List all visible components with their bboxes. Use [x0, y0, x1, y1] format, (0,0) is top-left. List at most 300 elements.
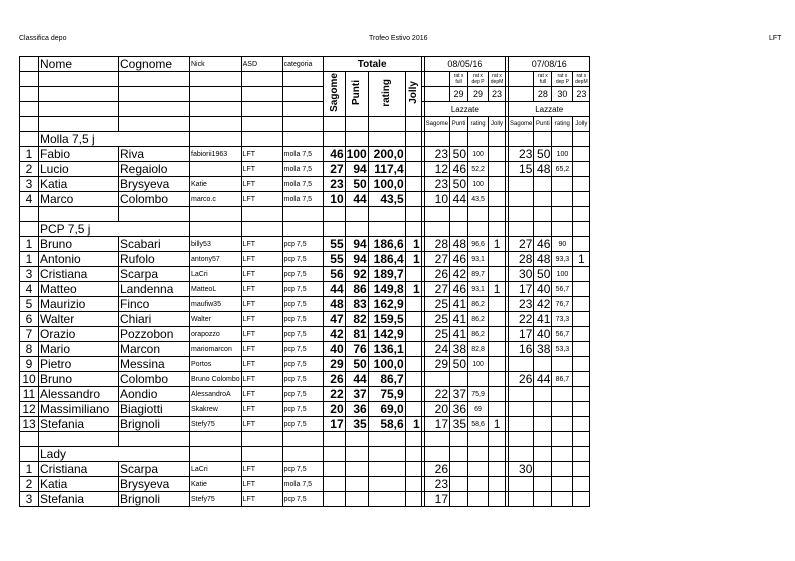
blank	[282, 447, 323, 462]
e2-rating	[552, 192, 573, 207]
e2-sagome	[509, 417, 534, 432]
e1-sagome: 23	[424, 177, 449, 192]
sub-header: rating	[468, 117, 489, 132]
e1-sagome: 27	[424, 282, 449, 297]
blank	[241, 72, 282, 87]
e2-jolly	[573, 387, 590, 402]
total-punti: 50	[345, 177, 368, 192]
e2-rating	[552, 177, 573, 192]
total-punti: 82	[345, 312, 368, 327]
position: 9	[20, 357, 39, 372]
ratx-blank	[509, 72, 534, 87]
blank	[345, 207, 368, 222]
last-name: Landenna	[119, 282, 190, 297]
e2-rating: 100	[552, 147, 573, 162]
e1-jolly	[489, 252, 506, 267]
blank	[345, 447, 368, 462]
first-name: Katia	[39, 177, 119, 192]
total-rating: 86,7	[368, 372, 405, 387]
blank	[119, 102, 190, 117]
total-sagome	[323, 492, 345, 507]
e1-punti: 41	[450, 312, 468, 327]
e1-rating	[468, 477, 489, 492]
e1-jolly	[489, 267, 506, 282]
asd: LFT	[241, 492, 282, 507]
blank	[190, 432, 242, 447]
position: 2	[20, 162, 39, 177]
asd: LFT	[241, 477, 282, 492]
e1-punti	[450, 372, 468, 387]
total-rating: 69,0	[368, 402, 405, 417]
table-row	[20, 267, 590, 282]
blank	[241, 432, 282, 447]
blank	[241, 222, 282, 237]
total-jolly	[405, 402, 421, 417]
e1-rating: 43,5	[468, 192, 489, 207]
e1-punti: 46	[450, 252, 468, 267]
blank	[450, 447, 468, 462]
blank	[190, 117, 242, 132]
e1-sagome: 25	[424, 312, 449, 327]
e1-jolly	[489, 342, 506, 357]
sub-header: Punti	[450, 117, 468, 132]
e2-sagome: 23	[509, 297, 534, 312]
blank	[119, 87, 190, 102]
e1-rating: 93,1	[468, 282, 489, 297]
blank	[552, 432, 573, 447]
blank	[468, 222, 489, 237]
total-punti: 44	[345, 372, 368, 387]
e1-sagome: 29	[424, 357, 449, 372]
last-name: Brignoli	[119, 492, 190, 507]
e2-sagome: 23	[509, 147, 534, 162]
position: 4	[20, 282, 39, 297]
section-header	[20, 132, 590, 147]
last-name: Chiari	[119, 312, 190, 327]
e1-rating: 93,1	[468, 252, 489, 267]
nickname: antony57	[190, 252, 242, 267]
e2-jolly	[573, 477, 590, 492]
blank	[119, 207, 190, 222]
blank	[368, 447, 405, 462]
e1-rating	[468, 462, 489, 477]
blank	[39, 72, 119, 87]
category: molla 7,5	[282, 162, 323, 177]
e1-jolly	[489, 312, 506, 327]
e1-punti: 35	[450, 417, 468, 432]
table-row	[20, 417, 590, 432]
e1-sagome: 12	[424, 162, 449, 177]
asd: LFT	[241, 252, 282, 267]
total-sagome: 23	[323, 177, 345, 192]
total-rating: 200,0	[368, 147, 405, 162]
ratx-val2: 30	[552, 87, 573, 102]
blank	[20, 447, 39, 462]
e2-sagome: 15	[509, 162, 534, 177]
e1-jolly	[489, 327, 506, 342]
total-rating: 189,7	[368, 267, 405, 282]
asd: LFT	[241, 387, 282, 402]
asd: LFT	[241, 267, 282, 282]
total-sagome	[323, 462, 345, 477]
table-row	[20, 372, 590, 387]
event1-date: 08/05/16	[424, 57, 505, 72]
total-rating	[368, 462, 405, 477]
blank	[405, 132, 421, 147]
table-row	[20, 312, 590, 327]
total-jolly	[405, 357, 421, 372]
blank	[20, 117, 39, 132]
nickname: Stefy75	[190, 492, 242, 507]
total-jolly	[405, 147, 421, 162]
total-sagome: 55	[323, 237, 345, 252]
event1-venue: Lazzate	[424, 102, 505, 117]
e1-sagome	[424, 372, 449, 387]
e2-jolly	[573, 327, 590, 342]
asd: LFT	[241, 177, 282, 192]
blank	[368, 222, 405, 237]
e2-jolly	[573, 177, 590, 192]
nickname: AlessandroA	[190, 387, 242, 402]
last-name: Scarpa	[119, 267, 190, 282]
e1-jolly	[489, 177, 506, 192]
last-name: Regaiolo	[119, 162, 190, 177]
e1-rating: 58,6	[468, 417, 489, 432]
subheader-row	[20, 117, 590, 132]
blank	[323, 117, 345, 132]
table-row	[20, 192, 590, 207]
e2-rating: 86,7	[552, 372, 573, 387]
categoria-header: categoria	[282, 57, 323, 72]
e2-sagome	[509, 477, 534, 492]
total-punti: 100	[346, 147, 367, 161]
position: 12	[20, 402, 39, 417]
e2-punti	[534, 357, 552, 372]
total-sagome	[323, 477, 345, 492]
e1-jolly	[489, 477, 506, 492]
blank	[323, 447, 345, 462]
total-punti: 81	[345, 327, 368, 342]
e1-sagome: 27	[424, 252, 449, 267]
blank	[241, 102, 282, 117]
last-name: Biagiotti	[119, 402, 190, 417]
blank	[534, 432, 552, 447]
e2-punti: 48	[534, 162, 552, 177]
e1-rating	[468, 372, 489, 387]
header-row	[20, 57, 590, 72]
total-punti	[345, 492, 368, 507]
blank	[405, 222, 421, 237]
e1-rating: 82,8	[468, 342, 489, 357]
e2-sagome: 22	[509, 312, 534, 327]
nome-header: Nome	[39, 57, 119, 72]
blank	[282, 72, 323, 87]
category: pcp 7,5	[282, 402, 323, 417]
total-rating: 149,8	[368, 282, 405, 297]
blank	[573, 207, 590, 222]
table-row	[20, 297, 590, 312]
blank	[282, 432, 323, 447]
ratx-val2: 29	[468, 87, 489, 102]
e2-sagome: 30	[509, 267, 534, 282]
table-row	[20, 177, 590, 192]
category: pcp 7,5	[282, 327, 323, 342]
e2-rating: 65,2	[552, 162, 573, 177]
e1-jolly: 1	[489, 417, 506, 432]
nickname: Katie	[190, 177, 242, 192]
category: pcp 7,5	[282, 342, 323, 357]
ratx-dep-m: rat x depM	[573, 72, 590, 87]
first-name: Mario	[39, 342, 119, 357]
first-name: Bruno	[39, 372, 119, 387]
total-rating: 186,4	[368, 252, 405, 267]
e1-punti: 50	[450, 177, 468, 192]
blank	[282, 102, 323, 117]
e1-punti: 38	[450, 342, 468, 357]
blank	[282, 222, 323, 237]
e1-punti: 36	[450, 402, 468, 417]
category: pcp 7,5	[282, 312, 323, 327]
section-title: PCP 7,5 j	[39, 222, 190, 237]
blank	[345, 132, 368, 147]
ratx-row	[20, 72, 590, 87]
blank	[468, 132, 489, 147]
total-sagome: 55	[323, 252, 345, 267]
first-name: Lucio	[39, 162, 119, 177]
blank	[190, 222, 242, 237]
e2-punti	[534, 477, 552, 492]
blank	[345, 432, 368, 447]
asd: LFT	[241, 147, 282, 162]
asd: LFT	[241, 162, 282, 177]
totale-rating-header	[368, 72, 405, 117]
val-blank	[424, 87, 449, 102]
e2-rating: 76,7	[552, 297, 573, 312]
ratx-dep-m: rat x depM	[489, 72, 506, 87]
first-name: Marco	[39, 192, 119, 207]
e2-rating	[552, 462, 573, 477]
total-punti: 44	[345, 192, 368, 207]
total-jolly: 1	[405, 252, 421, 267]
blank	[190, 102, 242, 117]
total-punti	[345, 462, 368, 477]
blank	[20, 72, 39, 87]
blank	[241, 132, 282, 147]
nickname: billy53	[190, 237, 242, 252]
position: 1	[20, 237, 39, 252]
e2-punti	[534, 462, 552, 477]
table-row	[20, 492, 590, 507]
position: 2	[20, 477, 39, 492]
table-row	[20, 237, 590, 252]
sub-header: Punti	[534, 117, 552, 132]
sub-header: rating	[552, 117, 573, 132]
e2-sagome: 27	[509, 237, 534, 252]
total-sagome: 17	[323, 417, 345, 432]
first-name: Massimiliano	[39, 402, 119, 417]
nickname: orapozzo	[190, 327, 242, 342]
last-name: Marcon	[119, 342, 190, 357]
last-name: Riva	[119, 147, 190, 162]
e2-jolly	[573, 357, 590, 372]
total-rating: 58,6	[368, 417, 405, 432]
e2-rating	[552, 402, 573, 417]
total-jolly	[405, 267, 421, 282]
total-sagome: 46	[323, 147, 345, 162]
asd: LFT	[241, 462, 282, 477]
asd: LFT	[241, 192, 282, 207]
e1-sagome: 17	[424, 492, 449, 507]
last-name: Aondio	[119, 387, 190, 402]
ratx-val3: 23	[489, 87, 506, 102]
total-rating: 100,0	[368, 177, 405, 192]
e1-punti	[450, 492, 468, 507]
first-name: Alessandro	[39, 387, 119, 402]
blank	[20, 132, 39, 147]
e2-sagome: 16	[509, 342, 534, 357]
last-name: Brysyeva	[119, 177, 190, 192]
blank	[20, 102, 39, 117]
last-name: Scarpa	[119, 462, 190, 477]
blank	[450, 207, 468, 222]
e2-jolly	[573, 462, 590, 477]
category: pcp 7,5	[282, 462, 323, 477]
position: 13	[20, 417, 39, 432]
e2-punti: 40	[534, 282, 552, 297]
first-name: Orazio	[39, 327, 119, 342]
total-punti: 92	[345, 267, 368, 282]
first-name: Cristiana	[39, 462, 119, 477]
total-sagome: 29	[323, 357, 345, 372]
first-name: Antonio	[39, 252, 119, 267]
e2-punti	[534, 492, 552, 507]
blank	[405, 432, 421, 447]
e1-rating: 100	[468, 147, 489, 162]
asd: LFT	[241, 297, 282, 312]
e1-punti: 37	[450, 387, 468, 402]
e2-sagome: 30	[509, 462, 534, 477]
total-sagome: 26	[323, 372, 345, 387]
blank	[39, 102, 119, 117]
e1-rating	[468, 492, 489, 507]
e2-sagome	[509, 192, 534, 207]
total-rating: 136,1	[368, 342, 405, 357]
blank	[509, 432, 534, 447]
table-row	[20, 402, 590, 417]
total-punti: 76	[345, 342, 368, 357]
e2-sagome	[509, 177, 534, 192]
blank	[405, 117, 421, 132]
jolly-label: Jolly	[407, 81, 419, 104]
total-sagome: 20	[323, 402, 345, 417]
e1-jolly	[489, 297, 506, 312]
nickname	[190, 162, 242, 177]
e1-sagome: 22	[424, 387, 449, 402]
total-sagome: 48	[323, 297, 345, 312]
table-row	[20, 147, 590, 162]
asd: LFT	[241, 372, 282, 387]
blank	[534, 132, 552, 147]
position: 5	[20, 297, 39, 312]
e2-rating	[552, 387, 573, 402]
blank	[509, 132, 534, 147]
ratx-full: rat x full	[534, 72, 552, 87]
e2-sagome	[509, 492, 534, 507]
e2-punti: 40	[534, 327, 552, 342]
e2-punti	[534, 387, 552, 402]
event2-date: 07/08/16	[509, 57, 590, 72]
sub-header: Jolly	[573, 117, 590, 132]
total-sagome: 22	[323, 387, 345, 402]
e2-punti: 46	[534, 237, 552, 252]
blank	[20, 222, 39, 237]
blank	[119, 432, 190, 447]
last-name: Brysyeva	[119, 477, 190, 492]
first-name: Maurizio	[39, 297, 119, 312]
e1-punti: 41	[450, 327, 468, 342]
position: 3	[20, 492, 39, 507]
position: 3	[20, 177, 39, 192]
e2-sagome: 28	[509, 252, 534, 267]
e2-jolly	[573, 162, 590, 177]
section-title: Molla 7,5 j	[39, 132, 190, 147]
total-jolly	[405, 372, 421, 387]
val-blank	[509, 87, 534, 102]
e1-punti: 46	[450, 282, 468, 297]
blank	[241, 117, 282, 132]
ratx-dep-p: rat x dep P	[468, 72, 489, 87]
e1-sagome: 24	[424, 342, 449, 357]
blank	[282, 207, 323, 222]
nickname: Stefy75	[190, 417, 242, 432]
blank	[489, 447, 506, 462]
blank	[489, 207, 506, 222]
blank	[405, 447, 421, 462]
blank	[20, 432, 39, 447]
position: 1	[20, 147, 39, 162]
table-row	[20, 462, 590, 477]
asd: LFT	[241, 402, 282, 417]
nickname: Walter	[190, 312, 242, 327]
e1-jolly	[489, 192, 506, 207]
venue-row	[20, 102, 590, 117]
category: pcp 7,5	[282, 237, 323, 252]
e2-rating: 93,3	[552, 252, 573, 267]
total-punti: 94	[345, 252, 368, 267]
last-name: Pozzobon	[119, 327, 190, 342]
blank	[424, 447, 449, 462]
blank	[573, 132, 590, 147]
total-sagome: 47	[323, 312, 345, 327]
nickname: LaCri	[190, 462, 242, 477]
e1-punti: 48	[450, 237, 468, 252]
blank	[39, 207, 119, 222]
total-jolly	[405, 297, 421, 312]
e1-sagome: 10	[424, 192, 449, 207]
e1-rating: 69	[468, 402, 489, 417]
blank	[368, 207, 405, 222]
blank	[450, 132, 468, 147]
blank	[405, 207, 421, 222]
category: molla 7,5	[282, 177, 323, 192]
first-name: Matteo	[39, 282, 119, 297]
e1-punti: 41	[450, 297, 468, 312]
e1-rating: 52,2	[468, 162, 489, 177]
category: pcp 7,5	[282, 297, 323, 312]
total-punti: 86	[345, 282, 368, 297]
e2-punti: 41	[534, 312, 552, 327]
totale-header: Totale	[323, 57, 421, 72]
